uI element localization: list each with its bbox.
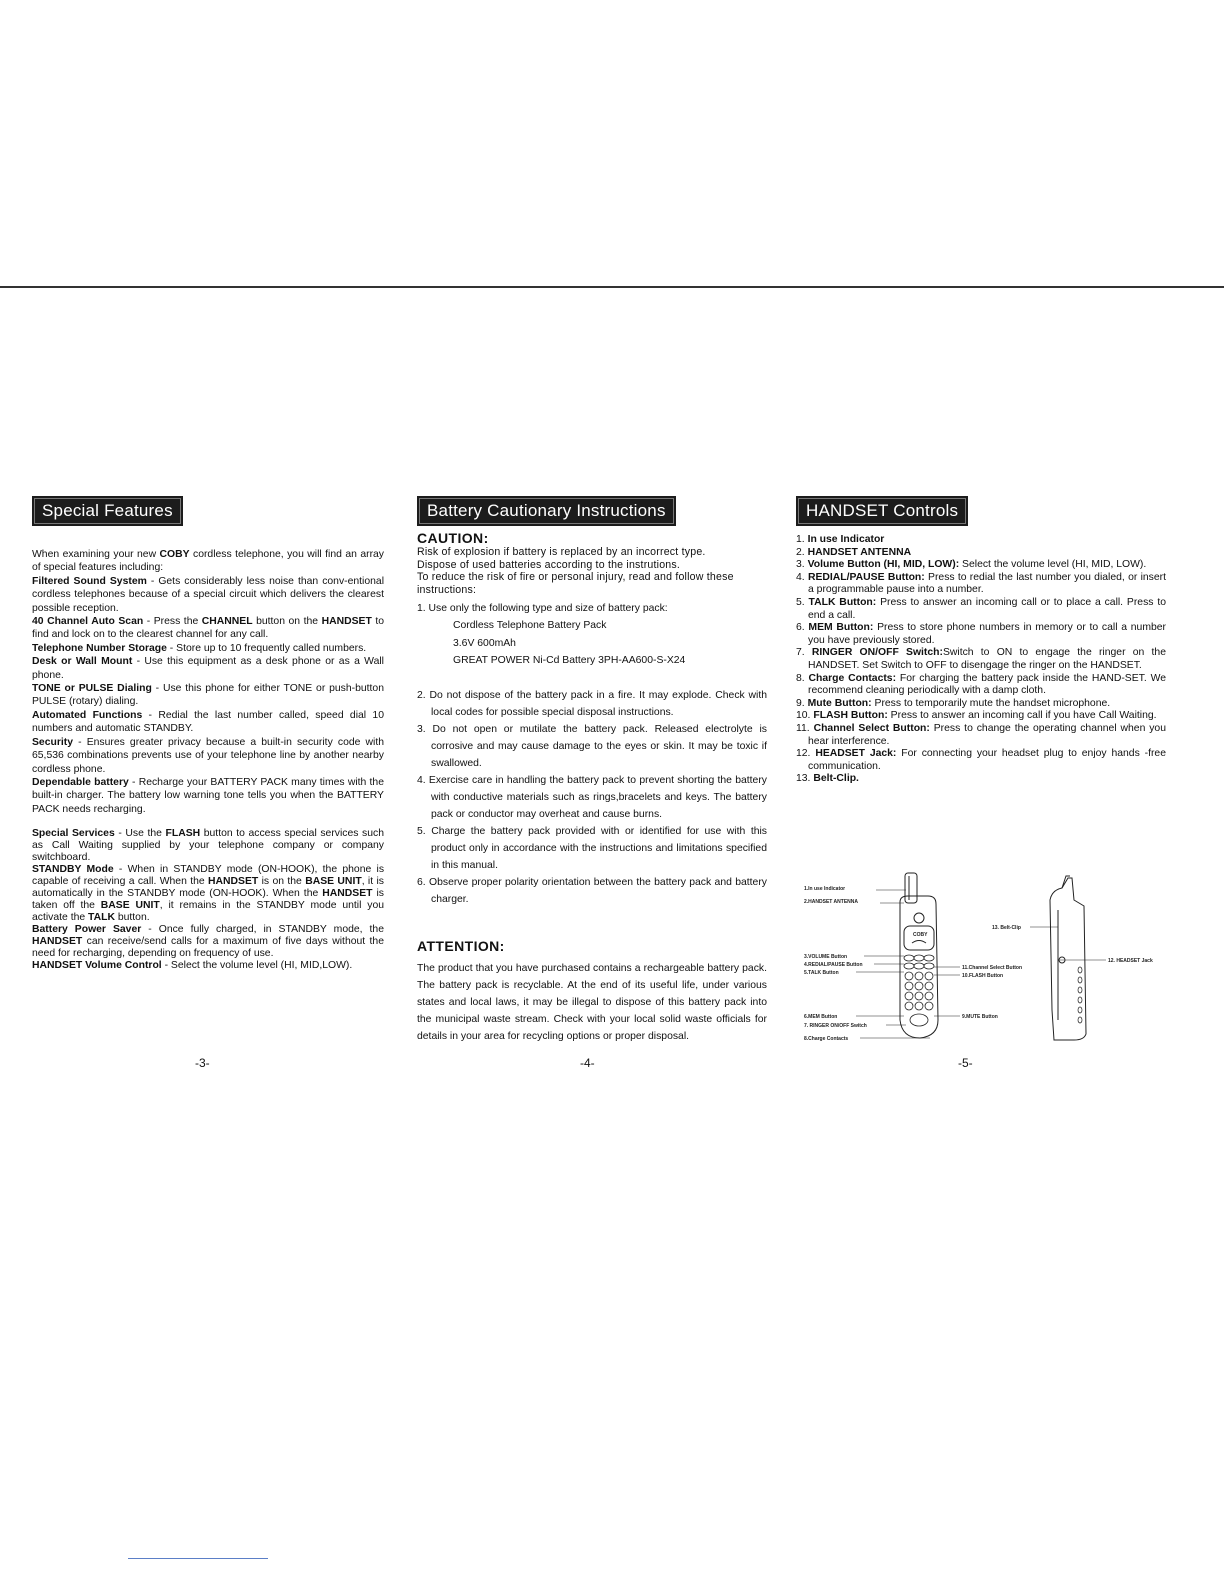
handset-front-illustration (900, 873, 938, 1038)
list-item: 4. REDIAL/PAUSE Button: Press to redial the last number you dialed, or insert a programmable pause into a number. (796, 571, 1167, 596)
diagram-label: 1.In use Indicator (804, 886, 846, 892)
feature-item: Telephone Number Storage - Store up to 10 frequently called numbers. (32, 642, 367, 654)
list-item: 7. RINGER ON/OFF Switch:Switch to ON to engage the ringer on the HANDSET. Set Switch to OFF to disengage the ringer on the HANDSET. (796, 647, 1166, 671)
service-item: Special Services - Use the FLASH button to access special services such as Call Waiting supplied by your telephone company or company switchboard. (32, 828, 385, 864)
diagram-label: 6.MEM Button (804, 1014, 838, 1020)
list-item: 5. Charge the battery pack provided with or identified for use with this product only in accordance with the instructions and limitations specified in this manual. (417, 825, 767, 871)
list-item: 11. Channel Select Button: Press to change the operating channel when you hear interference. (796, 722, 1166, 747)
feature-item: Filtered Sound System - Gets considerably less noise than conv-entional cordless telephones because of a special circuit which delivers the clearest possible reception. (32, 575, 385, 614)
diagram-brand-label: COBY (913, 932, 928, 938)
caution-title: CAUTION: (417, 530, 489, 546)
feature-item: Security - Ensures greater privacy because a built-in security code with 65,536 combinations prevents use of your telephone line by another nearby cordless phone. (32, 736, 384, 775)
caution-line: Risk of explosion if battery is replaced by an incorrect type. (417, 546, 706, 558)
diagram-label: 7. RINGER ON/OFF Switch (804, 1023, 867, 1029)
list-item: 8. Charge Contacts: For charging the battery pack inside the HAND-SET. We recommend cleaning periodically with a damp cloth. (796, 672, 1166, 697)
diagram-label: 5.TALK Button (804, 970, 839, 976)
list-item: 3. Volume Button (HI, MID, LOW): Select the volume level (HI, MID, LOW). (796, 559, 1147, 571)
controls-list (796, 534, 1166, 786)
diagram-label: 3.VOLUME Button (804, 954, 848, 960)
page-number: -4- (580, 1056, 595, 1070)
list-item: 6. Observe proper polarity orientation between the battery pack and battery charger. (417, 876, 767, 905)
list-item: 13. Belt-Clip. (796, 773, 859, 785)
diagram-label: 9.MUTE Button (962, 1014, 998, 1020)
handset-diagram (796, 870, 1166, 1050)
intro-paragraph: When examining your new COBY cordless telephone, you will find an array of special features including: (32, 549, 384, 574)
special-features-header: Special Features (32, 496, 183, 526)
diagram-label: 10.FLASH Button (962, 973, 1004, 979)
list-item: 6. MEM Button: Press to store phone numbers in memory or to call a number you have previously stored. (796, 622, 1167, 646)
service-item: Battery Power Saver - Once fully charged, in STANDBY mode, the HANDSET can receive/send calls for a maximum of five days without the need for recharging, depending on frequency of use. (32, 924, 384, 960)
list-item: 5. TALK Button: Press to answer an incoming call or to place a call. Press to end a call. (796, 596, 1166, 621)
page-number: -5- (958, 1056, 973, 1070)
feature-item: Desk or Wall Mount - Use this equipment as a desk phone or as a Wall phone. (32, 656, 384, 681)
list-item: 12. HEADSET Jack: For connecting your headset plug to enjoy hands -free communication. (796, 748, 1166, 772)
special-features-column (32, 496, 384, 972)
feature-item: TONE or PULSE Dialing - Use this phone for either TONE or push-button PULSE (rotary) dialing. (32, 683, 384, 708)
service-item: STANDBY Mode - When in STANDBY mode (ON-HOOK), the phone is capable of receiving a call. When the HANDSET is on the BASE UNIT, it is automatically in the STANDBY mode (ON-HOOK). When the HANDSET is taken off the BASE UNIT, it remains in the STANDBY mode until you activate the TALK button. (32, 864, 385, 924)
handset-controls-header: HANDSET Controls (796, 496, 968, 526)
service-item: HANDSET Volume Control - Select the volume level (HI, MID,LOW). (32, 960, 353, 972)
list-item: 2. HANDSET ANTENNA (796, 546, 912, 558)
list-item: 9. Mute Button: Press to temporarily mute the handset microphone. (796, 697, 1111, 709)
battery-spec: Cordless Telephone Battery Pack 3.6V 600mAh GREAT POWER Ni-Cd Battery 3PH-AA600-S-X24 (453, 620, 686, 666)
list-item: 1. Use only the following type and size of battery pack: (417, 603, 668, 615)
battery-instruction-list (417, 687, 767, 908)
list-item: 2. Do not dispose of the battery pack in a fire. It may explode. Check with local codes for possible special disposal instructions. (417, 689, 767, 718)
diagram-label: 12. HEADSET Jack (1108, 958, 1153, 964)
diagram-label: 4.REDIAL/PAUSE Button (804, 962, 863, 968)
caution-line: Dispose of used batteries according to the instrutions. (417, 558, 681, 571)
diagram-label: 11.Channel Select Button (962, 965, 1023, 971)
battery-instructions-column (417, 496, 767, 1045)
list-item: 3. Do not open or mutilate the battery pack. Released electrolyte is corrosive and may cause damage to the eyes or skin. It may be toxic if swallowed. (417, 723, 767, 769)
top-rule (0, 286, 1224, 288)
feature-item: 40 Channel Auto Scan - Press the CHANNEL button on the HANDSET to find and lock on to the clearest channel for any call. (32, 616, 384, 641)
list-item: 10. FLASH Button: Press to answer an incoming call if you have Call Waiting. (796, 710, 1157, 722)
handset-side-illustration (1050, 876, 1086, 1040)
diagram-label: 13. Belt-Clip (992, 925, 1021, 931)
diagram-label: 2.HANDSET ANTENNA (804, 899, 858, 905)
attention-text: The product that you have purchased contains a rechargeable battery pack. The battery pack is recyclable. At the end of its useful life, under various states and local laws, it may be illegal to dispose of this battery pack into the municipal waste stream. Check with your local solid waste officials for details in your area for recycling options or proper disposal. (417, 962, 767, 1042)
battery-instructions-header: Battery Cautionary Instructions (417, 496, 676, 526)
feature-item: Dependable battery - Recharge your BATTERY PACK many times with the built-in charger. The battery low warning tone tells you when the BATTERY PACK needs recharging. (32, 776, 384, 815)
list-item: 1. In use Indicator (796, 534, 885, 545)
attention-title: ATTENTION: (417, 937, 505, 954)
handset-controls-column (796, 496, 1166, 786)
diagram-label: 8.Charge Contacts (804, 1036, 849, 1042)
bottom-rule (128, 1558, 268, 1559)
caution-line: To reduce the risk of fire or personal injury, read and follow these instructions: (417, 571, 734, 596)
page-number: -3- (195, 1056, 210, 1070)
feature-item: Automated Functions - Redial the last number called, speed dial 10 numbers and automatic STANDBY. (32, 709, 384, 735)
list-item: 4. Exercise care in handling the battery pack to prevent shorting the battery with conductive materials such as rings,bracelets and keys. The battery pack or conductor may overheat and cause burns. (417, 774, 767, 820)
battery-instruction-list (417, 600, 767, 617)
